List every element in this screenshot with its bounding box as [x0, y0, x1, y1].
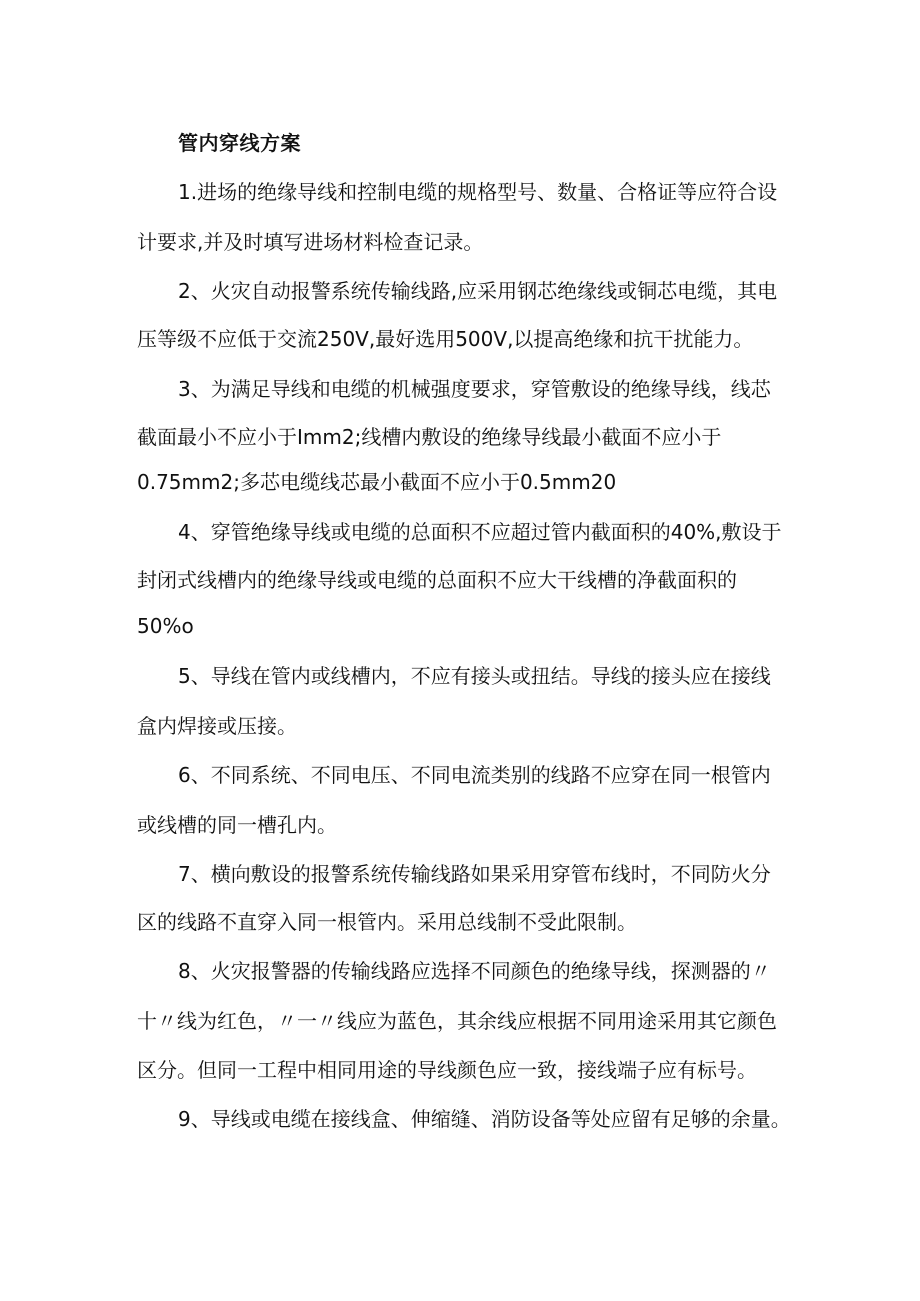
- paragraph-6-line-2: 或线槽的同一槽孔内。: [137, 813, 337, 837]
- paragraph-8-line-3: 区分。但同一工程中相同用途的导线颜色应一致，接线端子应有标号。: [137, 1058, 757, 1082]
- paragraph-1-line-1: 1.进场的绝缘导线和控制电缆的规格型号、数量、合格证等应符合设: [178, 180, 778, 204]
- paragraph-8-line-2: 十〃线为红色，〃一〃线应为蓝色，其余线应根据不同用途采用其它颜色: [137, 1009, 777, 1033]
- paragraph-2-line-2: 压等级不应低于交流250V,最好选用500V,以提高绝缘和抗干扰能力。: [137, 327, 754, 351]
- paragraph-2-line-1: 2、火灾自动报警系统传输线路,应采用钢芯绝缘线或铜芯电缆，其电: [178, 279, 778, 303]
- paragraph-8-line-1: 8、火灾报警器的传输线路应选择不同颜色的绝缘导线，探测器的〃: [178, 959, 771, 983]
- paragraph-7-line-1: 7、横向敷设的报警系统传输线路如果采用穿管布线时，不同防火分: [178, 862, 771, 886]
- paragraph-4-line-1: 4、穿管绝缘导线或电缆的总面积不应超过管内截面积的40%,敷设于: [178, 520, 782, 544]
- paragraph-7-line-2: 区的线路不直穿入同一根管内。采用总线制不受此限制。: [137, 910, 637, 934]
- paragraph-5-line-1: 5、导线在管内或线槽内，不应有接头或扭结。导线的接头应在接线: [178, 664, 771, 688]
- paragraph-9-line-1: 9、导线或电缆在接线盒、伸缩缝、消防设备等处应留有足够的余量。: [178, 1107, 791, 1131]
- paragraph-6-line-1: 6、不同系统、不同电压、不同电流类别的线路不应穿在同一根管内: [178, 763, 771, 787]
- paragraph-3-line-2: 截面最小不应小于Imm2;线槽内敷设的绝缘导线最小截面不应小于: [137, 425, 722, 449]
- paragraph-3-line-3: 0.75mm2;多芯电缆线芯最小截面不应小于0.5mm20: [137, 470, 617, 494]
- paragraph-1-line-2: 计要求,并及时填写进场材料检查记录。: [137, 230, 484, 254]
- paragraph-3-line-1: 3、为满足导线和电缆的机械强度要求，穿管敷设的绝缘导线，线芯: [178, 377, 771, 401]
- paragraph-4-line-3: 50%o: [137, 614, 194, 638]
- paragraph-4-line-2: 封闭式线槽内的绝缘导线或电缆的总面积不应大干线槽的净截面积的: [137, 568, 737, 592]
- paragraph-5-line-2: 盒内焊接或压接。: [137, 714, 297, 738]
- document-title: 管内穿线方案: [178, 131, 301, 155]
